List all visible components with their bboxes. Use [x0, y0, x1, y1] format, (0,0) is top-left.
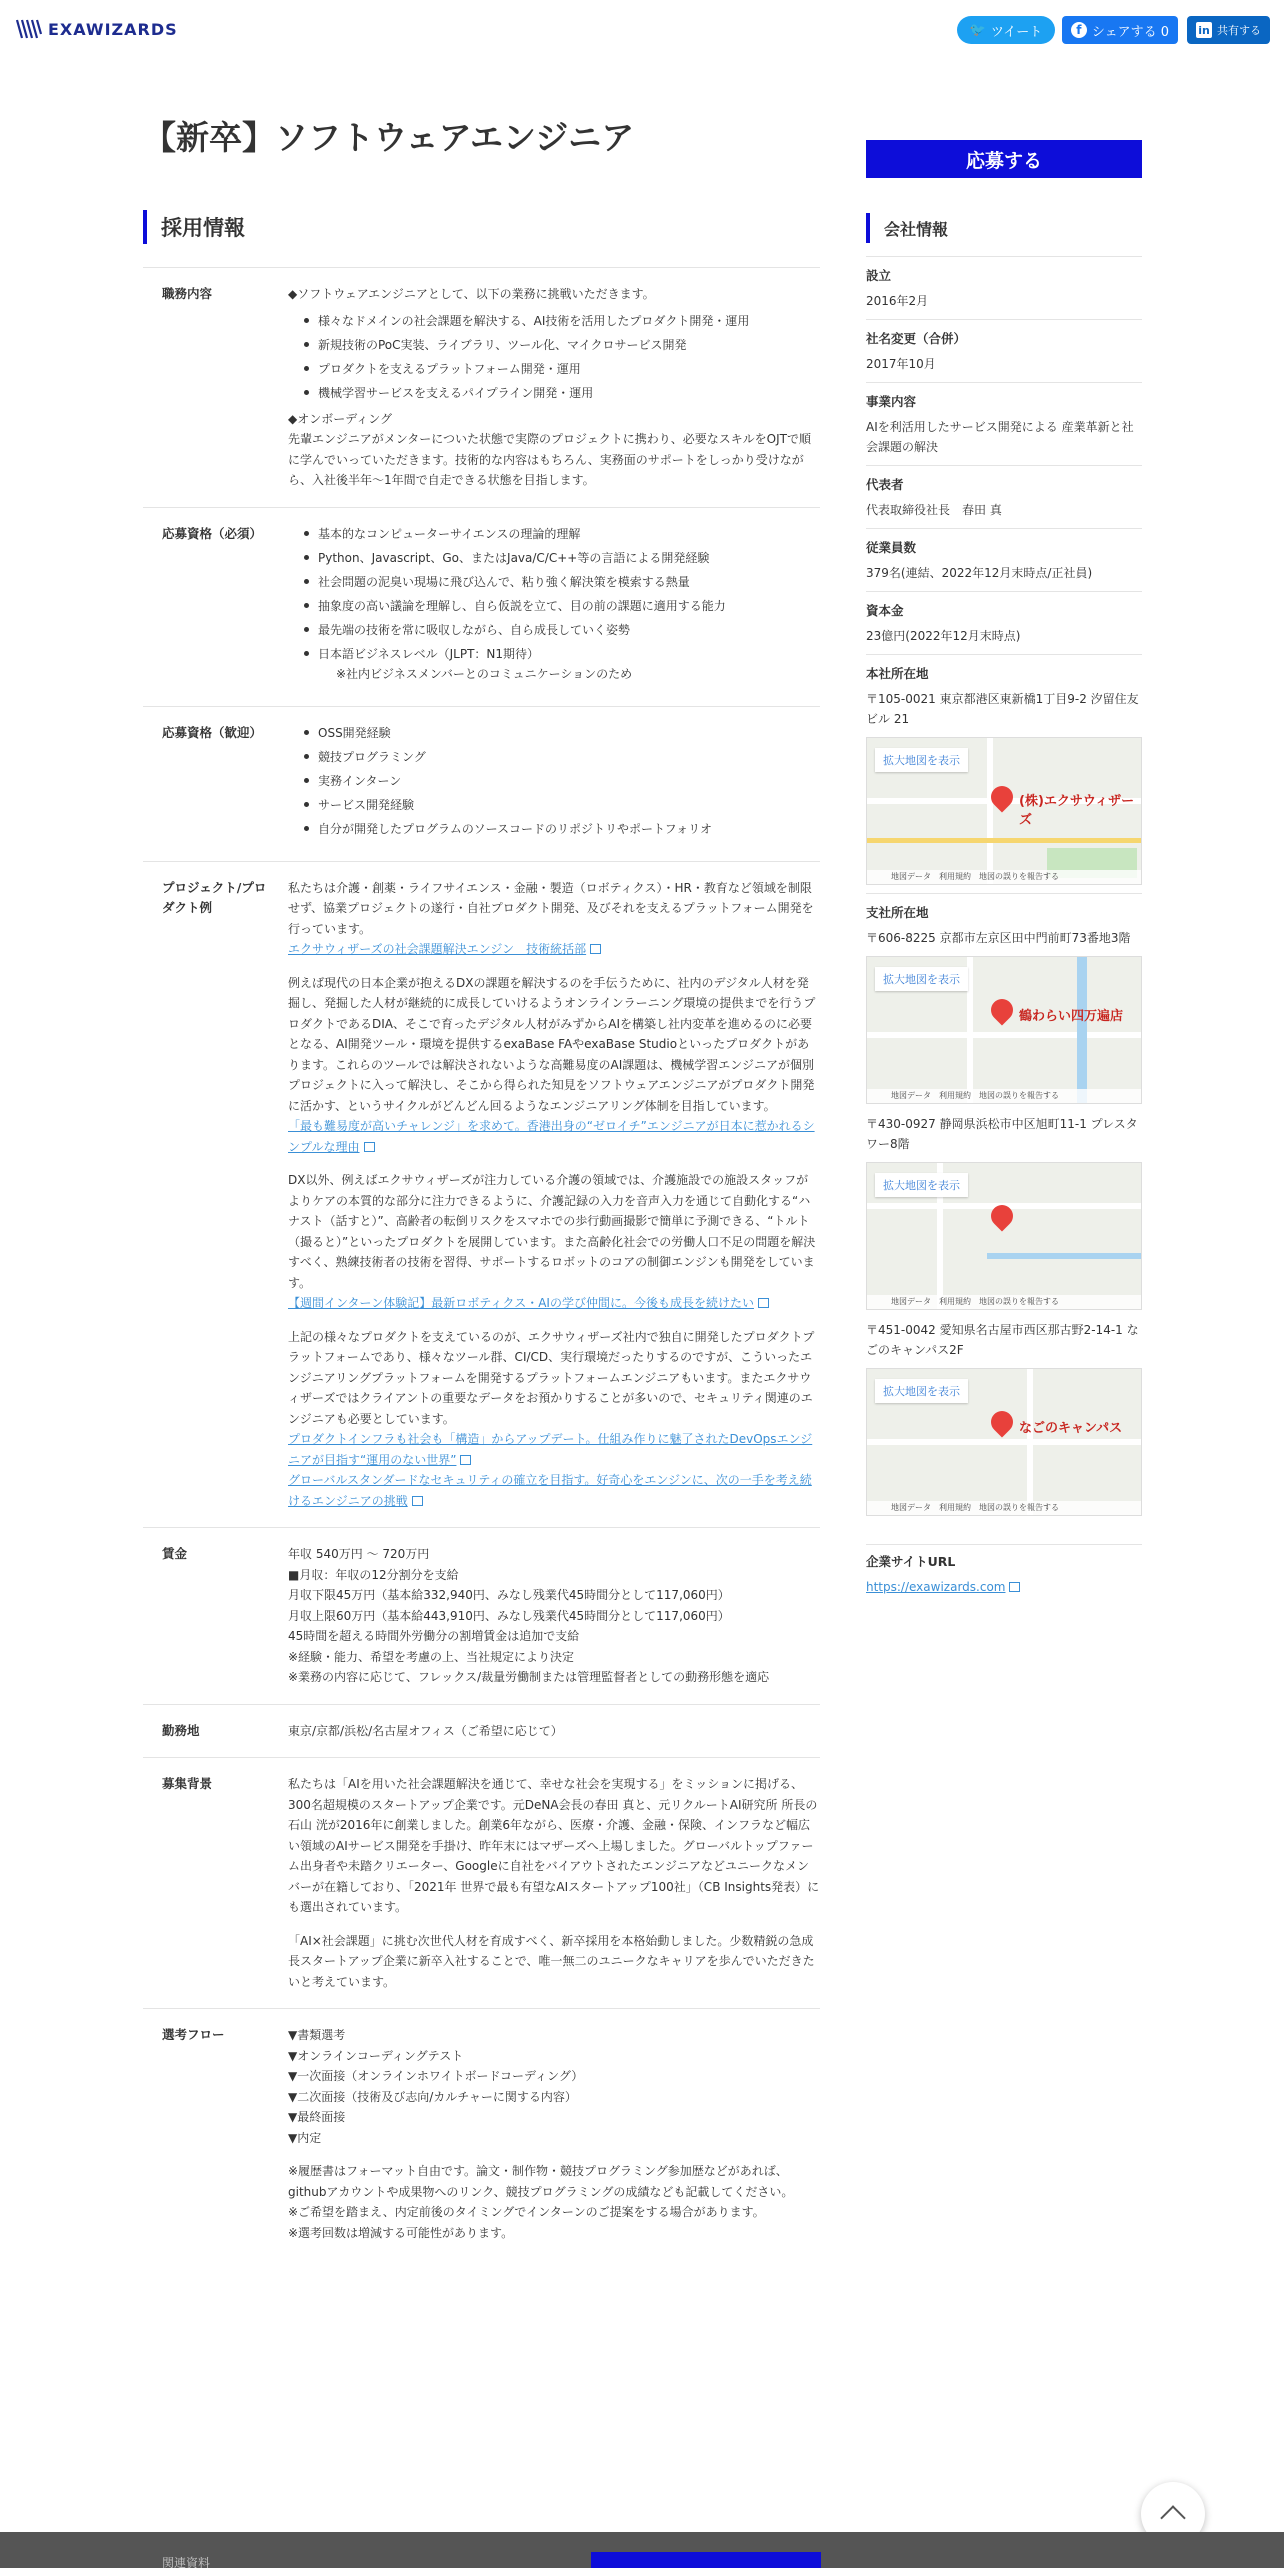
company-section-heading [866, 213, 948, 243]
heading-accent-bar [143, 210, 147, 244]
company-item-founded [866, 256, 1142, 319]
table-row-location [143, 1704, 820, 1758]
item-value: AIを利活用したサービス開発による 産業革新と社会課題の解決 [866, 420, 1134, 454]
products-paragraph: 例えば現代の日本企業が抱えるDXの課題を解決するのを手伝うために、社内のデジタル人材を発掘し、発掘した人材が継続的に成長していけるようオンラインラーニング環境の提供までを行うプロダクトであるDIA、そこで育ったデジタル人材がみずからAIを構築し社内変革を進めるのに必要となる、AI開発ツール・環境を提供するexaBase FAやexaBase Studioといったプロダクトがあります。これらのツールでは解決されないような高難易度のAI課題は、機械学習エンジニアが個別プロジェクトに入って解決し、そこから得られた知見をソフトウェアエンジニアがプロダクト開発に活かす、というサイクルがどんどん回るようなエンジニアリング体制を目指しています。 [288, 975, 816, 1113]
company-heading-text: 会社情報 [884, 219, 949, 239]
row-value [278, 268, 820, 507]
recruit-section-heading [143, 210, 245, 244]
map-pin-label: (株)エクサウィザーズ [1019, 794, 1135, 828]
duties-intro: ◆ソフトウェアエンジニアとして、以下の業務に挑戦いただきます。 [288, 287, 655, 301]
flow-note: ※選考回数は増減する可能性があります。 [288, 2225, 514, 2240]
flow-step: ▼一次面接（オンラインホワイトボードコーディング） [288, 2069, 584, 2083]
table-row-flow [143, 2008, 820, 2259]
salary-line: ※業務の内容に応じて、フレックス/裁量労働制または管理監督者としての動務形態を適応 [288, 1670, 770, 1684]
external-link-icon [412, 1496, 423, 1506]
item-value: 〒606-8225 京都市左京区田中門前町73番地3階 [866, 931, 1131, 945]
list-item: 基本的なコンピューターサイエンスの理論的理解 [304, 524, 820, 544]
map-footer: 地図データ 利用規約 地図の誤りを報告する [867, 1501, 1141, 1515]
linkedin-share-label: 共有する [1217, 24, 1261, 37]
row-label: 勤務地 [162, 1722, 200, 1738]
list-item: 機械学習サービスを支えるパイプライン開発・運用 [304, 383, 820, 403]
bottom-apply-button[interactable] [591, 2552, 821, 2568]
row-label: プロジェクト/プロダクト例 [162, 879, 267, 915]
item-label: 設立 [866, 268, 892, 283]
list-item: 社会問題の泥臭い現場に飛び込んで、粘り強く解決策を模索する熱量 [304, 572, 820, 592]
map-footer: 地図データ 利用規約 地図の誤りを報告する [867, 1295, 1141, 1309]
row-value [278, 508, 820, 706]
onboarding-text: 先輩エンジニアがメンターについた状態で実際のプロジェクトに携わり、必要なスキルをOJTで順に学んでいっていただきます。技術的な内容はもちろん、実務面のサポートをしっかり受けながら、入社後半年〜1年間で自走できる状態を目指します。 [288, 432, 811, 487]
map-pin-icon [986, 1406, 1017, 1437]
company-item-rep [866, 465, 1142, 528]
logo-text: EXAWIZARDS [48, 19, 178, 39]
row-label: 募集背景 [162, 1776, 213, 1791]
list-item: 最先端の技術を常に吸収しながら、自ら成長していく姿勢 [304, 620, 820, 640]
list-item: 実務インターン [304, 771, 820, 791]
item-value: 〒430-0927 静岡県浜松市中区旭町11-1 プレスタワー8階 [866, 1117, 1138, 1151]
row-value [278, 707, 820, 861]
list-item: プロダクトを支えるプラットフォーム開発・運用 [304, 359, 820, 379]
heading-accent-bar [866, 213, 870, 243]
hamamatsu-map[interactable] [866, 1162, 1142, 1310]
company-item-hq [866, 654, 1142, 893]
background-paragraph: 私たちは「AIを用いた社会課題解決を通じて、幸せな社会を実現する」をミッションに掲げる、300名超規模のスタートアップ企業です。元DeNA会長の春田 真と、元リクルートAI研究所 所長の石山 洸が2016年に創業しました。創業6年ながら、医療・介護、金融・保険、インフラなど幅広い領域のAIサービス開発を手掛け、昨年末にはマザーズへ上場しました。グローバルトップファーム出身者や未踏クリエーター、Googleに自社をバイアウトされたエンジニアなどユニークなメンバーが在籍しており、「2021年 世界で最も有望なAIスタートアップ100社」（CB Insights発表）にも選出されています。 [288, 1777, 820, 1914]
list-item: 新規技術のPoC実装、ライブラリ、ツール化、マイクロサービス開発 [304, 335, 820, 355]
salary-line: ※経験・能力、希望を考慮の上、当社規定により決定 [288, 1649, 575, 1664]
row-value: 東京/京都/浜松/名古屋オフィス（ご希望に応じて） [288, 1723, 563, 1738]
item-label: 資本金 [866, 603, 904, 618]
map-footer: 地図データ 利用規約 地図の誤りを報告する [867, 1089, 1141, 1103]
table-row-duties [143, 267, 820, 507]
company-item-site [866, 1544, 1142, 1605]
map-enlarge-link[interactable]: 拡大地図を表示 [875, 967, 968, 991]
row-value [278, 1758, 820, 2008]
article-link[interactable]: エクサウィザーズの社会課題解決エンジン 技術統括部 [288, 942, 587, 956]
row-value [278, 1528, 820, 1704]
item-label: 代表者 [866, 477, 904, 492]
article-link[interactable]: 【週間インターン体験記】最新ロボティクス・AIの学び仲間に。今後も成長を続けたい [288, 1296, 754, 1310]
map-enlarge-link[interactable]: 拡大地図を表示 [875, 1173, 968, 1197]
company-item-employees [866, 528, 1142, 591]
flow-step: ▼内定 [288, 2130, 322, 2145]
article-link[interactable]: 「最も難易度が高いチャレンジ」を求めて。香港出身の“ゼロイチ”エンジニアが日本に惹かれるシンプルな理由 [288, 1119, 815, 1154]
table-row-salary [143, 1527, 820, 1704]
flow-step: ▼オンラインコーディングテスト [288, 2048, 464, 2063]
item-value: 代表取締役社長 春田 真 [866, 503, 1002, 517]
salary-line: ■月収：年収の12分割分を支給 [288, 1567, 459, 1582]
header [0, 0, 1284, 60]
row-label: 選考フロー [162, 2027, 225, 2042]
list-item: Python、Javascript、Go、またはJava/C/C++等の言語による開発経験 [304, 548, 820, 568]
company-site-link[interactable]: https://exawizards.com [866, 1580, 1006, 1594]
row-label: 賃金 [162, 1546, 188, 1561]
onboarding-title: ◆オンボーディング [288, 411, 393, 426]
required-list [288, 524, 820, 684]
logo-mark-icon [16, 18, 42, 40]
item-label: 社名変更（合併） [866, 331, 967, 346]
item-label: 事業内容 [866, 394, 917, 409]
flow-step: ▼最終面接 [288, 2110, 346, 2124]
external-link-icon [758, 1298, 769, 1308]
map-pin-label: 鶴わらい四万遍店 [1019, 1009, 1124, 1024]
map-footer: 地図データ 利用規約 地図の誤りを報告する [867, 870, 1141, 884]
twitter-share-button[interactable] [957, 16, 1055, 44]
list-item: OSS開発経験 [304, 723, 820, 743]
table-row-products [143, 861, 820, 1528]
nagoya-map[interactable] [866, 1368, 1142, 1516]
flow-step: ▼書類選考 [288, 2028, 346, 2042]
flow-note: ※ご希望を踏まえ、内定前後のタイミングでインターンのご提案をする場合があります。 [288, 2205, 765, 2219]
row-value [278, 862, 820, 1528]
item-value: 23億円(2022年12月末時点) [866, 629, 1021, 643]
article-link[interactable]: グローバルスタンダードなセキュリティの確立を目指す。好奇心をエンジンに、次の一手を考え続けるエンジニアの挑戦 [288, 1473, 812, 1508]
chevron-up-icon [1160, 2505, 1185, 2530]
company-item-capital [866, 591, 1142, 654]
twitter-bird-icon: 🐦 [969, 22, 986, 38]
list-item-note: ※社内ビジネスメンバーとのコミュニケーションのため [336, 666, 633, 681]
row-label: 職務内容 [162, 286, 213, 301]
kyoto-map[interactable] [866, 956, 1142, 1104]
list-item: 自分が開発したプログラムのソースコードのリポジトリやポートフォリオ [304, 819, 820, 839]
twitter-share-label: ツイート [990, 24, 1043, 40]
products-paragraph: 上記の様々なプロダクトを支えているのが、エクサウィザーズ社内で独自に開発したプロダクトプラットフォームであり、様々なツール群、CI/CD、実行環境だったりするのですが、こういったエンジニアリングプラットフォームを開発するプラットフォームエンジニアもいます。またエクサウィザーズではクライアントの重要なデータをお預かりすることが多いので、セキュリティ関連のエンジニアも必要としています。 [288, 1329, 815, 1426]
facebook-icon: f [1071, 22, 1087, 38]
row-label: 応募資格（歓迎） [162, 724, 263, 740]
item-value: 2017年10月 [866, 357, 936, 371]
list-item: 様々なドメインの社会課題を解決する、AI技術を活用したプロダクト開発・運用 [304, 311, 820, 331]
salary-line: 月収下限45万円（基本給332,940円、みなし残業代45時間分として117,060円） [288, 1588, 730, 1602]
salary-line: 月収上限60万円（基本給443,910円、みなし残業代45時間分として117,060円） [288, 1608, 730, 1623]
linkedin-icon: in [1196, 22, 1212, 38]
external-link-icon [460, 1455, 471, 1465]
facebook-share-label: シェアする 0 [1091, 24, 1170, 40]
map-pin-icon [986, 994, 1017, 1025]
list-item-text: 日本語ビジネスレベル（JLPT：N1期待） [318, 646, 540, 661]
company-item-business [866, 382, 1142, 465]
map-pin-label: なごのキャンパス [1019, 1421, 1123, 1436]
flow-step: ▼二次面接（技術及び志向/カルチャーに関する内容） [288, 2089, 577, 2104]
company-item-rename [866, 319, 1142, 382]
item-value: 379名(連結、2022年12月末時点/正社員) [866, 566, 1093, 580]
docs-label: 関連資料 [162, 2556, 211, 2568]
bottom-apply-bar [0, 2532, 1284, 2568]
item-value: 〒105-0021 東京都港区東新橋1丁目9-2 汐留住友ビル 21 [866, 692, 1139, 726]
products-paragraph: DX以外、例えばエクサウィザーズが注力している介護の領域では、介護施設での施設スタッフがよりケアの本質的な部分に注力できるように、介護記録の入力を音声入力を通じて自動化する“ハナスト（話すと）”、高齢者の転倒リスクをスマホでの歩行動画撮影で簡単に予測できる、“トルト（撮ると）”といったプロダクトを展開しています。また高齢化社会での労働人口不足の問題を解決すべく、熟練技術者の技術を習得、サポートするロボットのコアの制御エンジンも開発をしています。 [288, 1173, 816, 1290]
list-item: サービス開発経験 [304, 795, 820, 815]
map-enlarge-link[interactable]: 拡大地図を表示 [875, 1379, 968, 1403]
recruit-info-table [143, 267, 820, 2259]
external-link-icon [364, 1142, 375, 1152]
table-row-required [143, 507, 820, 706]
company-info-sidebar [866, 256, 1142, 1605]
item-label: 本社所在地 [866, 666, 929, 681]
recruit-heading-text: 採用情報 [161, 216, 245, 240]
duties-list [288, 311, 820, 403]
table-row-background [143, 1757, 820, 2008]
background-paragraph: 「AI×社会課題」に挑む次世代人材を育成すべく、新卒採用を本格始動しました。少数精鋭の急成長スタートアップ企業に新卒入社することで、唯一無二のユニークなキャリアを歩んでいただきたいと考えています。 [288, 1933, 815, 1989]
external-link-icon [1009, 1582, 1020, 1592]
salary-line: 年収 540万円 〜 720万円 [288, 1547, 430, 1561]
item-label: 従業員数 [866, 540, 917, 555]
item-value: 2016年2月 [866, 294, 929, 308]
article-link[interactable]: プロダクトインフラも社会も「構造」からアップデート。仕組み作りに魅了されたDevOpsエンジニアが目指す“運用のない世界” [288, 1432, 813, 1467]
row-label: 応募資格（必須） [162, 525, 263, 541]
apply-button[interactable]: 応募する [866, 140, 1142, 178]
list-item: 抽象度の高い議論を理解し、自ら仮説を立て、目の前の課題に適用する能力 [304, 596, 820, 616]
salary-line: 45時間を超える時間外労働分の割増賃金は追加で支給 [288, 1629, 580, 1643]
welcome-list [288, 723, 820, 839]
linkedin-share-button[interactable] [1187, 16, 1270, 44]
item-value: 〒451-0042 愛知県名古屋市西区那古野2-14-1 なごのキャンパス2F [866, 1323, 1139, 1357]
table-row-welcome [143, 706, 820, 861]
hq-map[interactable] [866, 737, 1142, 885]
products-paragraph: 私たちは介護・創薬・ライフサイエンス・金融・製造（ロボティクス）・HR・教育など領域を制限せず、協業プロジェクトの遂行・自社プロダクト開発、及びそれを支えるプラットフォーム開発を行っています。 [288, 880, 814, 936]
exawizards-logo[interactable] [16, 18, 178, 40]
list-item: 競技プログラミング [304, 747, 820, 767]
external-link-icon [590, 944, 601, 954]
item-label: 企業サイトURL [866, 1554, 956, 1569]
map-enlarge-link[interactable]: 拡大地図を表示 [875, 748, 968, 772]
page-title: 【新卒】ソフトウェアエンジニア [143, 118, 635, 157]
row-value [278, 2009, 820, 2259]
list-item [304, 644, 820, 684]
company-item-branch [866, 893, 1142, 1524]
flow-note: ※履歴書はフォーマット自由です。論文・制作物・競技プログラミング参加歴などがあれば、githubアカウントや成果物へのリンク、競技プログラミングの成績なども記載してください。 [288, 2164, 794, 2199]
facebook-share-button[interactable] [1062, 16, 1178, 44]
item-label: 支社所在地 [866, 905, 929, 920]
